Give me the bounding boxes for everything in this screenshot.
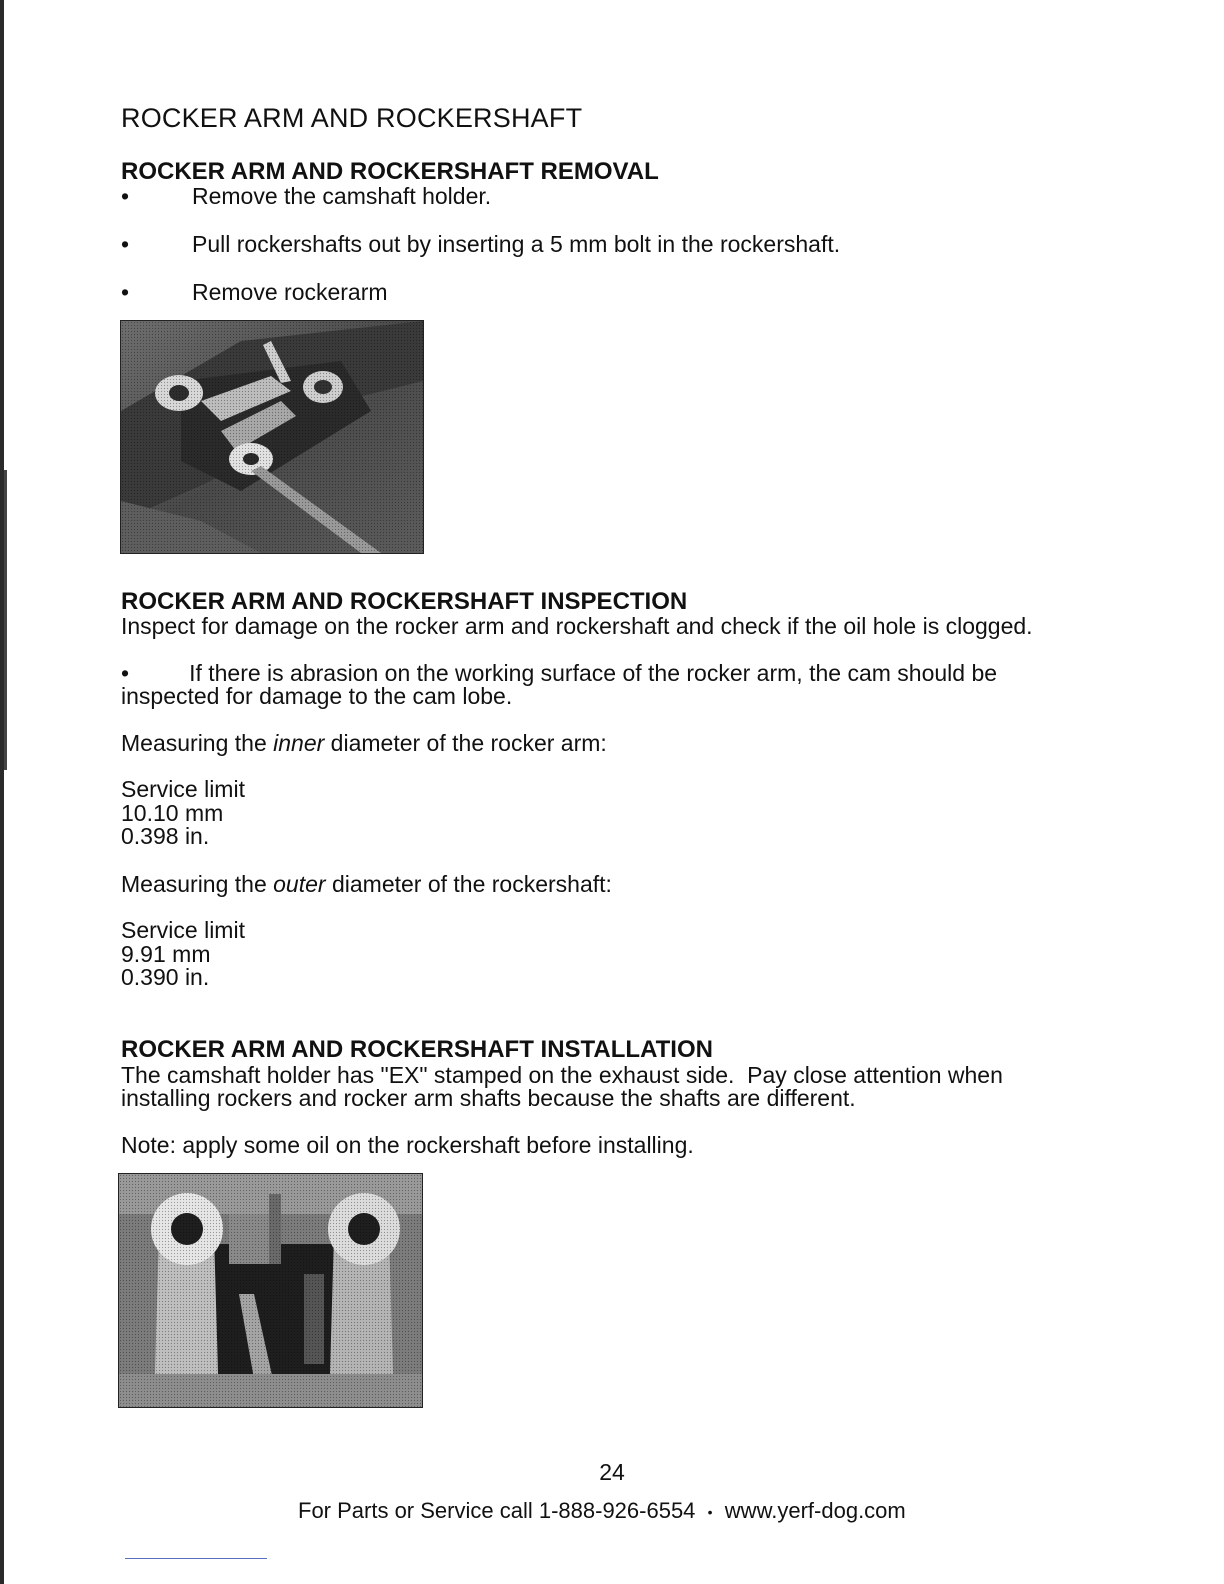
- rocker-arm-installation-photo: [118, 1173, 423, 1408]
- removal-step-text: Remove the camshaft holder.: [192, 183, 492, 209]
- outer-emphasis: outer: [273, 871, 326, 897]
- inner-service-limit-mm: 10.10 mm: [121, 800, 224, 826]
- outer-service-limit-in: 0.390 in.: [121, 964, 210, 990]
- bullet-symbol: •: [121, 183, 130, 209]
- inner-pre: Measuring the: [121, 730, 274, 756]
- footer-contact: [298, 1498, 906, 1524]
- bullet-symbol: •: [121, 279, 130, 305]
- outer-post: diameter of the rockershaft:: [325, 871, 612, 897]
- outer-service-limit-label: Service limit: [121, 917, 245, 943]
- inspection-intro: Inspect for damage on the rocker arm and rockershaft and check if the oil hole is clogged.: [121, 613, 1033, 639]
- inner-emphasis: inner: [273, 730, 325, 756]
- scan-edge: [0, 0, 4, 1584]
- installation-heading: ROCKER ARM AND ROCKERSHAFT INSTALLATION: [121, 1036, 713, 1063]
- rocker-arm-removal-photo: [120, 320, 424, 554]
- removal-step-text: Pull rockershafts out by inserting a 5 mm bolt in the rockershaft.: [192, 231, 841, 257]
- scan-edge-shadow: [4, 470, 7, 770]
- inner-service-limit-label: Service limit: [121, 776, 245, 802]
- installation-text-line2: installing rockers and rocker arm shafts because the shafts are different.: [121, 1085, 856, 1111]
- website-link[interactable]: www.yerf-dog.com: [724, 1498, 906, 1523]
- inner-post: diameter of the rocker arm:: [324, 730, 607, 756]
- divider: [125, 1558, 267, 1559]
- bullet-symbol: •: [121, 660, 130, 686]
- installation-note: Note: apply some oil on the rockershaft before installing.: [121, 1132, 694, 1158]
- page-title: ROCKER ARM AND ROCKERSHAFT: [121, 103, 583, 133]
- inspection-bullet: [121, 662, 997, 685]
- inner-diameter-label: [121, 732, 607, 755]
- inspection-heading: ROCKER ARM AND ROCKERSHAFT INSPECTION: [121, 588, 688, 615]
- outer-pre: Measuring the: [121, 871, 274, 897]
- phone-number: 1-888-926-6554: [538, 1498, 696, 1523]
- installation-text-line1: The camshaft holder has "EX" stamped on the exhaust side. Pay close attention when: [121, 1062, 1003, 1088]
- bullet-symbol: •: [121, 231, 130, 257]
- removal-step-text: Remove rockerarm: [192, 279, 388, 305]
- contact-prefix: For Parts or Service call: [298, 1498, 539, 1523]
- inner-service-limit-in: 0.398 in.: [121, 823, 210, 849]
- inspection-bullet-text: If there is abrasion on the working surface of the rocker arm, the cam should be: [189, 660, 998, 686]
- inspection-bullet-continuation: inspected for damage to the cam lobe.: [121, 683, 513, 709]
- removal-heading: ROCKER ARM AND ROCKERSHAFT REMOVAL: [121, 158, 659, 185]
- footer-separator: •: [707, 1504, 713, 1521]
- outer-diameter-label: [121, 873, 612, 896]
- outer-service-limit-mm: 9.91 mm: [121, 941, 211, 967]
- page-number: 24: [599, 1459, 625, 1485]
